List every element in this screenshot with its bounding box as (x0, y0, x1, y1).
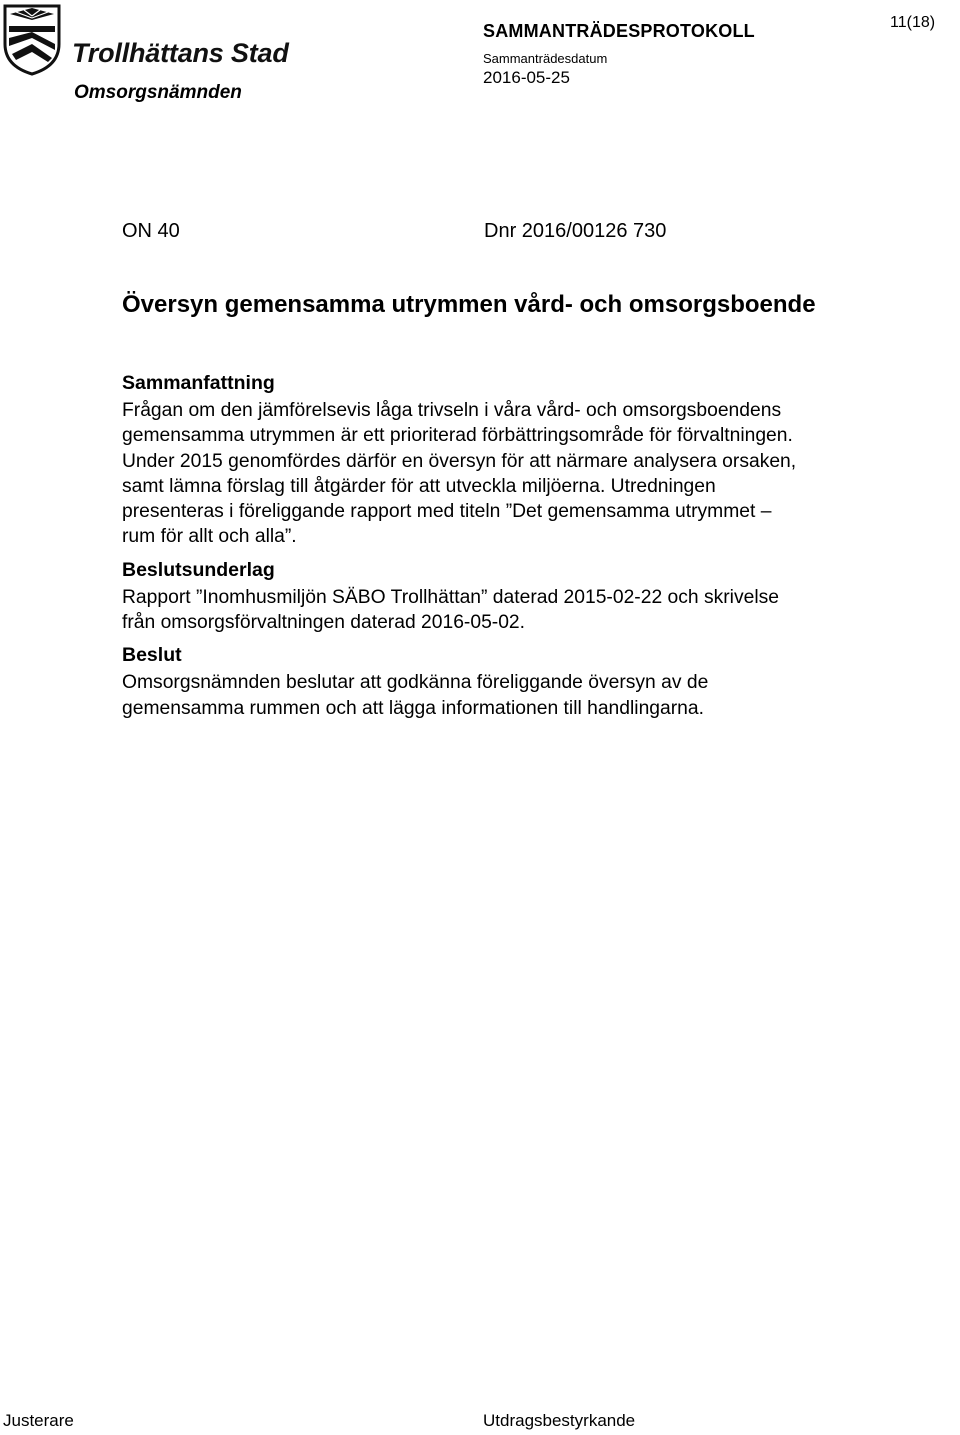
item-title: Översyn gemensamma utrymmen vård- och omsorgsboende (122, 291, 816, 318)
committee-name: Omsorgsnämnden (74, 82, 242, 103)
meeting-date: 2016-05-25 (483, 68, 570, 87)
summary-heading: Sammanfattning (122, 372, 275, 394)
coat-of-arms-icon (2, 4, 62, 76)
section-number: ON 40 (122, 220, 180, 242)
certification-label: Utdragsbestyrkande (483, 1411, 636, 1430)
meeting-date-label: Sammanträdesdatum (483, 51, 608, 66)
municipality-name: Trollhättans Stad (72, 38, 289, 68)
protocol-body (122, 371, 802, 729)
decision-text: Omsorgsnämnden beslutar att godkänna föreliggande översyn av de gemensamma rummen och att lägga informationen till handlingarna. (122, 672, 709, 719)
summary-text: Frågan om den jämförelsevis låga trivseln i våra vård- och omsorgsboendens gemensamma utrymmen är ett prioriterad förbättringsområde för förvaltningen. Under 2015 genomfördes därför en översyn för att närmare analysera orsaken, samt lämna förslag till åtgärder för att utveckla miljöerna. Utredningen presenteras i föreliggande rapport med titeln ”Det gemensamma utrymmet – rum för allt och alla”. (122, 400, 797, 548)
basis-heading: Beslutsunderlag (122, 558, 275, 581)
basis-text: Rapport ”Inomhusmiljön SÄBO Trollhättan” daterad 2015-02-22 och skrivelse från omsorgsförvaltningen daterad 2016-05-02. (122, 586, 779, 634)
document-type: SAMMANTRÄDESPROTOKOLL (483, 21, 755, 41)
adjuster-label: Justerare (3, 1411, 74, 1430)
page-number: 11(18) (890, 14, 936, 31)
registration-number: Dnr 2016/00126 730 (484, 220, 667, 242)
decision-heading: Beslut (122, 644, 182, 667)
